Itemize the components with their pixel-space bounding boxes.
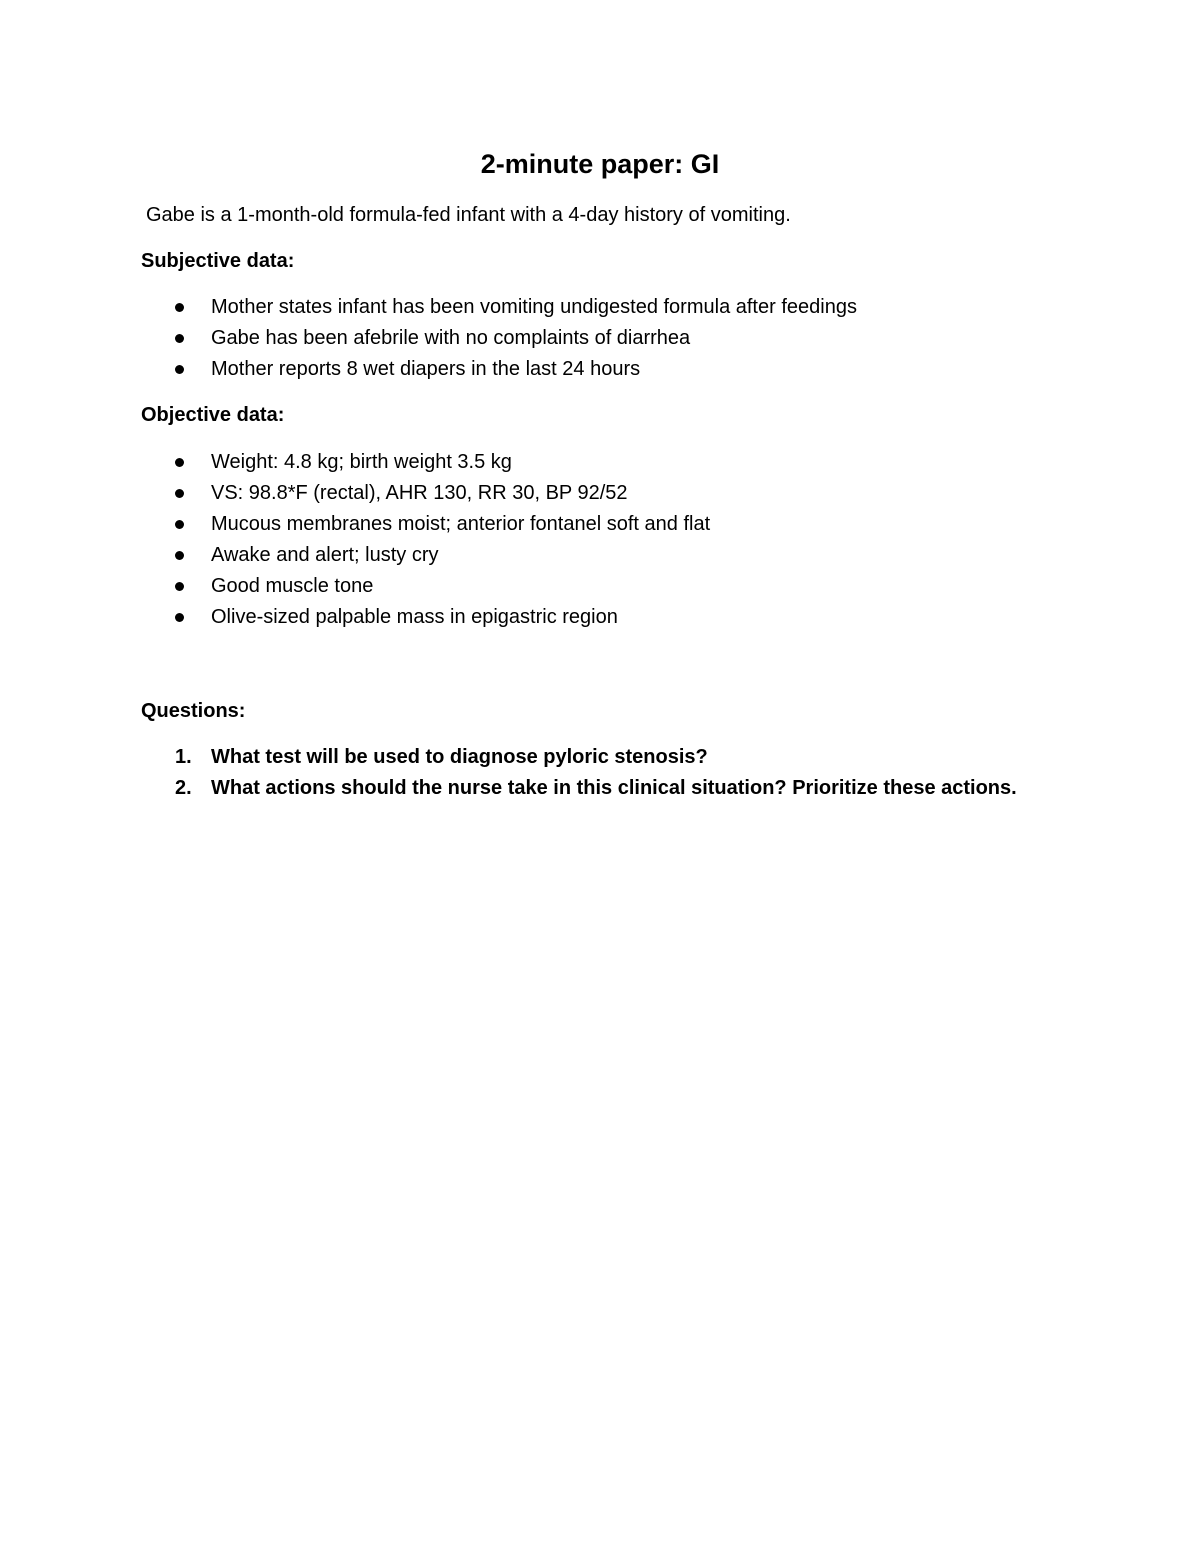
list-item-text: Good muscle tone [211,575,374,597]
question-number: 1. [175,746,192,768]
bullet-icon [175,334,184,343]
document-title: 2-minute paper: GI [480,149,720,179]
subjective-heading: Subjective data: [141,250,295,272]
list-item-text: Mucous membranes moist; anterior fontanel soft and flat [211,513,711,535]
question-number: 2. [175,777,192,799]
bullet-icon [175,303,184,312]
question-text: What test will be used to diagnose pyloric stenosis? [211,746,708,768]
list-item-text: Awake and alert; lusty cry [211,544,439,566]
question-text: What actions should the nurse take in this clinical situation? Prioritize these actions. [211,777,1017,799]
case-intro: Gabe is a 1-month-old formula-fed infant with a 4-day history of vomiting. [146,204,791,226]
bullet-icon [175,365,184,374]
bullet-icon [175,489,184,498]
bullet-icon [175,520,184,529]
list-item-text: Mother reports 8 wet diapers in the last 24 hours [211,358,641,380]
list-item-text: Weight: 4.8 kg; birth weight 3.5 kg [211,451,512,473]
bullet-icon [175,613,184,622]
list-item-text: Olive-sized palpable mass in epigastric region [211,606,618,628]
list-item-text: Mother states infant has been vomiting undigested formula after feedings [211,296,857,318]
list-item-text: Gabe has been afebrile with no complaints of diarrhea [211,327,691,349]
bullet-icon [175,582,184,591]
list-item-text: VS: 98.8*F (rectal), AHR 130, RR 30, BP 92/52 [211,482,628,504]
bullet-icon [175,551,184,560]
questions-heading: Questions: [141,700,246,722]
objective-heading: Objective data: [141,404,285,426]
bullet-icon [175,458,184,467]
